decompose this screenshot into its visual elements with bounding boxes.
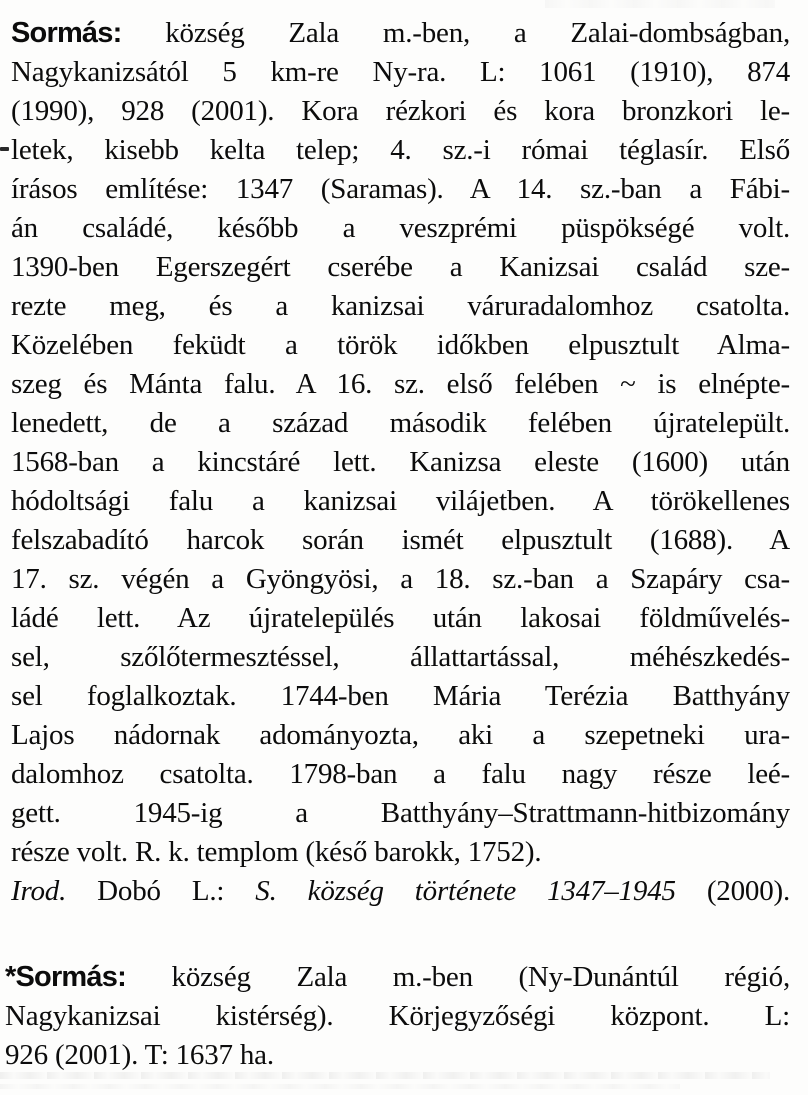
text-segment: rezte meg, és a kanizsai váruradalomhoz csatolta. <box>11 290 790 322</box>
text-segment: letek, kisebb kelta telep; 4. sz.-i római téglasír. Első <box>11 134 790 166</box>
text-line <box>5 958 790 997</box>
scan-noise-bottom-artifact-2 <box>0 1084 680 1089</box>
text-segment: dalomhoz csatolta. 1798-ban a falu nagy része leé- <box>11 758 790 790</box>
text-segment: (2000). <box>675 875 790 907</box>
text-line <box>11 287 790 326</box>
text-segment: sel, szőlőtermesztéssel, állattartással, méhészkedés- <box>11 641 790 673</box>
text-line <box>11 404 790 443</box>
text-line <box>11 638 790 677</box>
text-line <box>11 560 790 599</box>
text-segment: 1568-ban a kincstáré lett. Kanizsa eleste (1600) után <box>11 446 790 478</box>
text-segment: (1990), 928 (2001). Kora rézkori és kora bronzkori le- <box>11 95 790 127</box>
text-line <box>11 209 790 248</box>
headword: Sormás: <box>11 17 122 49</box>
entry-sormas-historical <box>11 14 790 911</box>
text-line <box>11 53 790 92</box>
text-line <box>5 1036 790 1075</box>
text-segment: ládé lett. Az újratelepülés után lakosai földművelés- <box>11 602 790 634</box>
text-line <box>11 365 790 404</box>
text-segment: án családé, később a veszprémi püspökségé volt. <box>11 212 790 244</box>
text-segment: 17. sz. végén a Gyöngyösi, a 18. sz.-ban a Szapáry csa- <box>11 563 790 595</box>
text-segment: 926 (2001). T: 1637 ha. <box>5 1039 274 1071</box>
scan-noise-bottom-artifact <box>0 1072 770 1079</box>
text-line <box>11 131 790 170</box>
text-segment: község Zala m.-ben (Ny-Dunántúl régió, <box>125 961 790 993</box>
text-segment: S. község története 1347–1945 <box>255 875 676 907</box>
text-segment: írásos említése: 1347 (Saramas). A 14. sz.-ban a Fábi- <box>11 173 790 205</box>
scan-noise-top-artifact <box>545 0 775 8</box>
text-segment: Nagykanizsától 5 km-re Ny-ra. L: 1061 (1910), 874 <box>11 56 790 88</box>
text-segment: lenedett, de a század második felében újratelepült. <box>11 407 790 439</box>
text-line <box>11 482 790 521</box>
text-segment: hódoltsági falu a kanizsai vilájetben. A törökellenes <box>11 485 790 517</box>
text-line <box>11 872 790 911</box>
text-segment: Nagykanizsai kistérség). Körjegyzőségi központ. L: <box>5 1000 790 1032</box>
text-line <box>11 755 790 794</box>
headword: *Sormás: <box>5 961 126 993</box>
text-segment: Közelében feküdt a török időkben elpusztult Alma- <box>11 329 790 361</box>
text-line <box>11 833 790 872</box>
text-segment: község Zala m.-ben, a Zalai-dombságban, <box>121 17 790 49</box>
text-segment: sel foglalkoztak. 1744-ben Mária Terézia Batthyány <box>11 680 790 712</box>
text-line <box>11 248 790 287</box>
text-line <box>11 443 790 482</box>
text-line <box>11 599 790 638</box>
text-segment: Dobó L.: <box>66 875 256 907</box>
text-line <box>11 716 790 755</box>
text-line <box>11 92 790 131</box>
entry-sormas-modern <box>5 958 790 1075</box>
text-line <box>11 170 790 209</box>
text-segment: felszabadító harcok során ismét elpusztult (1688). A <box>11 524 790 556</box>
text-segment: gett. 1945-ig a Batthyány–Strattmann-hitbizomány <box>11 797 790 829</box>
text-line <box>11 677 790 716</box>
text-line <box>11 14 790 53</box>
text-line <box>11 521 790 560</box>
text-segment: Lajos nádornak adományozta, aki a szepetneki ura- <box>11 719 790 751</box>
text-segment: része volt. R. k. templom (késő barokk, 1752). <box>11 836 542 868</box>
text-line <box>11 326 790 365</box>
text-line <box>5 997 790 1036</box>
text-segment: szeg és Mánta falu. A 16. sz. első felében ~ is elnépte- <box>11 368 790 400</box>
text-segment: 1390-ben Egerszegért cserébe a Kanizsai család sze- <box>11 251 790 283</box>
text-line <box>11 794 790 833</box>
margin-hyphen-artifact <box>0 147 9 151</box>
text-segment: Irod. <box>11 875 67 907</box>
